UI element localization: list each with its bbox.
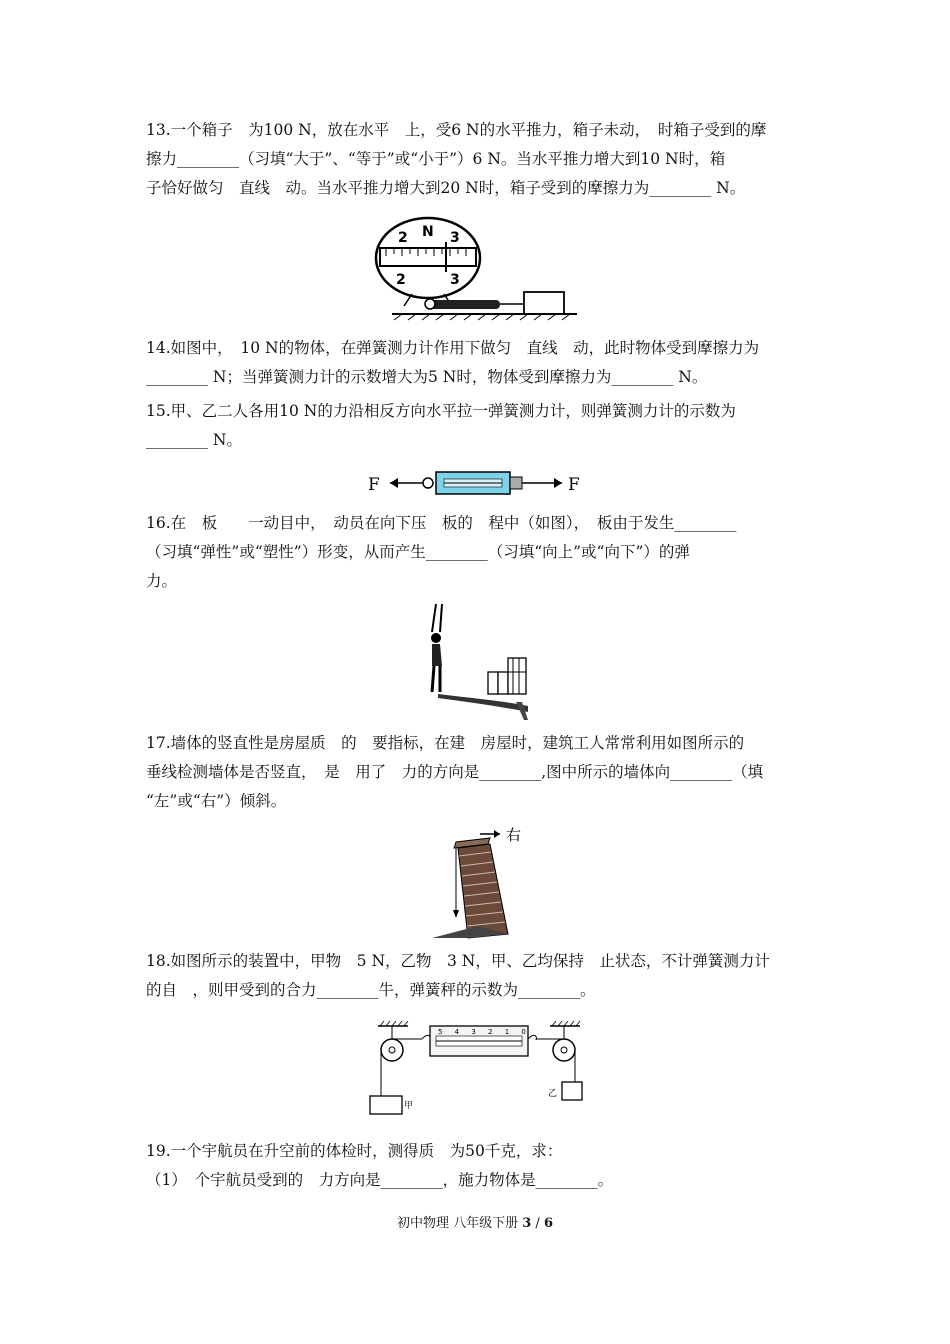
question-18: [146, 947, 811, 1005]
page-number: 3: [522, 1216, 532, 1231]
page-total: 6: [543, 1216, 553, 1231]
page-footer: [0, 1212, 950, 1231]
q18-line-1: 18.如图所示的装置中，甲物 5 N，乙物 3 N，甲、乙均保持 止状态，不计弹簧测力计: [146, 952, 770, 970]
q17-line-2: 垂线检测墙体是否竖直， 是 用了 力的方向是________,图中所示的墙体向________（填: [146, 763, 764, 781]
fig13-tick-3b: 3: [450, 272, 460, 288]
question-16: [146, 509, 811, 596]
question-14: [146, 334, 811, 392]
question-17: [146, 729, 811, 816]
fig13-tick-2a: 2: [398, 230, 408, 246]
q13-line-1: 13.一个箱子 为100 N，放在水平 上，受6 N的水平推力，箱子未动， 时箱子受到的摩: [146, 121, 767, 139]
q16-line-3: 力。: [146, 572, 178, 590]
fig13-unit-n: N: [422, 224, 434, 240]
fig18-jia-label: 甲: [404, 1101, 414, 1111]
fig15-right-force: F: [568, 475, 580, 495]
fig18-scale-numbers: 5 4 3 2 1 0: [438, 1028, 531, 1036]
q14-line-2: ________ N；当弹簧测力计的示数增大为5 N时，物体受到摩擦力为________ N。: [146, 368, 708, 386]
q19-line-1: 19.一个宇航员在升空前的体检时，测得质 为50千克，求：: [146, 1142, 563, 1160]
springboard-diver-figure: [418, 602, 530, 720]
q19-line-2: （1） 个宇航员受到的 力方向是________，施力物体是________。: [146, 1171, 614, 1189]
q18-line-2: 的自 ，则甲受到的合力________牛，弹簧秤的示数为________。: [146, 981, 596, 999]
fig15-left-force: F: [368, 475, 380, 495]
question-15: [146, 397, 811, 455]
fig13-tick-3a: 3: [450, 230, 460, 246]
pulley-spring-scale-figure: [364, 1018, 596, 1118]
fig17-right-label: 右: [506, 826, 522, 844]
q16-line-1: 16.在 板 一动目中， 动员在向下压 板的 程中（如图）， 板由于发生________: [146, 514, 737, 532]
q15-line-1: 15.甲、乙二人各用10 N的力沿相反方向水平拉一弹簧测力计，则弹簧测力计的示数为: [146, 402, 736, 420]
q13-line-3: 子恰好做匀 直线 动。当水平推力增大到20 N时，箱子受到的摩擦力为________ N。: [146, 179, 746, 197]
q16-line-2: （习填“弹性”或“塑性”）形变，从而产生________（习填“向上”或“向下”）的弹: [146, 543, 690, 561]
question-13: [146, 116, 811, 203]
q17-line-1: 17.墙体的竖直性是房屋质 的 要指标，在建 房屋时，建筑工人常常利用如图所示的: [146, 734, 745, 752]
footer-text: 初中物理 八年级下册: [396, 1216, 523, 1231]
question-19: [146, 1137, 811, 1195]
fig18-yi-label: 乙: [548, 1089, 558, 1099]
brick-wall-plumb-figure: [428, 822, 532, 940]
q17-line-3: “左”或“右”）倾斜。: [146, 792, 287, 810]
fig13-tick-2b: 2: [396, 272, 406, 288]
page-separator: /: [531, 1216, 544, 1231]
q14-line-1: 14.如图中， 10 N的物体，在弹簧测力计作用下做匀 直线 动，此时物体受到摩擦力为: [146, 339, 760, 357]
q13-line-2: 擦力________（习填“大于”、“等于”或“小于”）6 N。当水平推力增大到10 N时，箱: [146, 150, 726, 168]
q15-line-2: ________ N。: [146, 431, 242, 449]
spring-scale-tug-figure: [366, 466, 586, 500]
spring-scale-box-figure: [372, 214, 582, 326]
